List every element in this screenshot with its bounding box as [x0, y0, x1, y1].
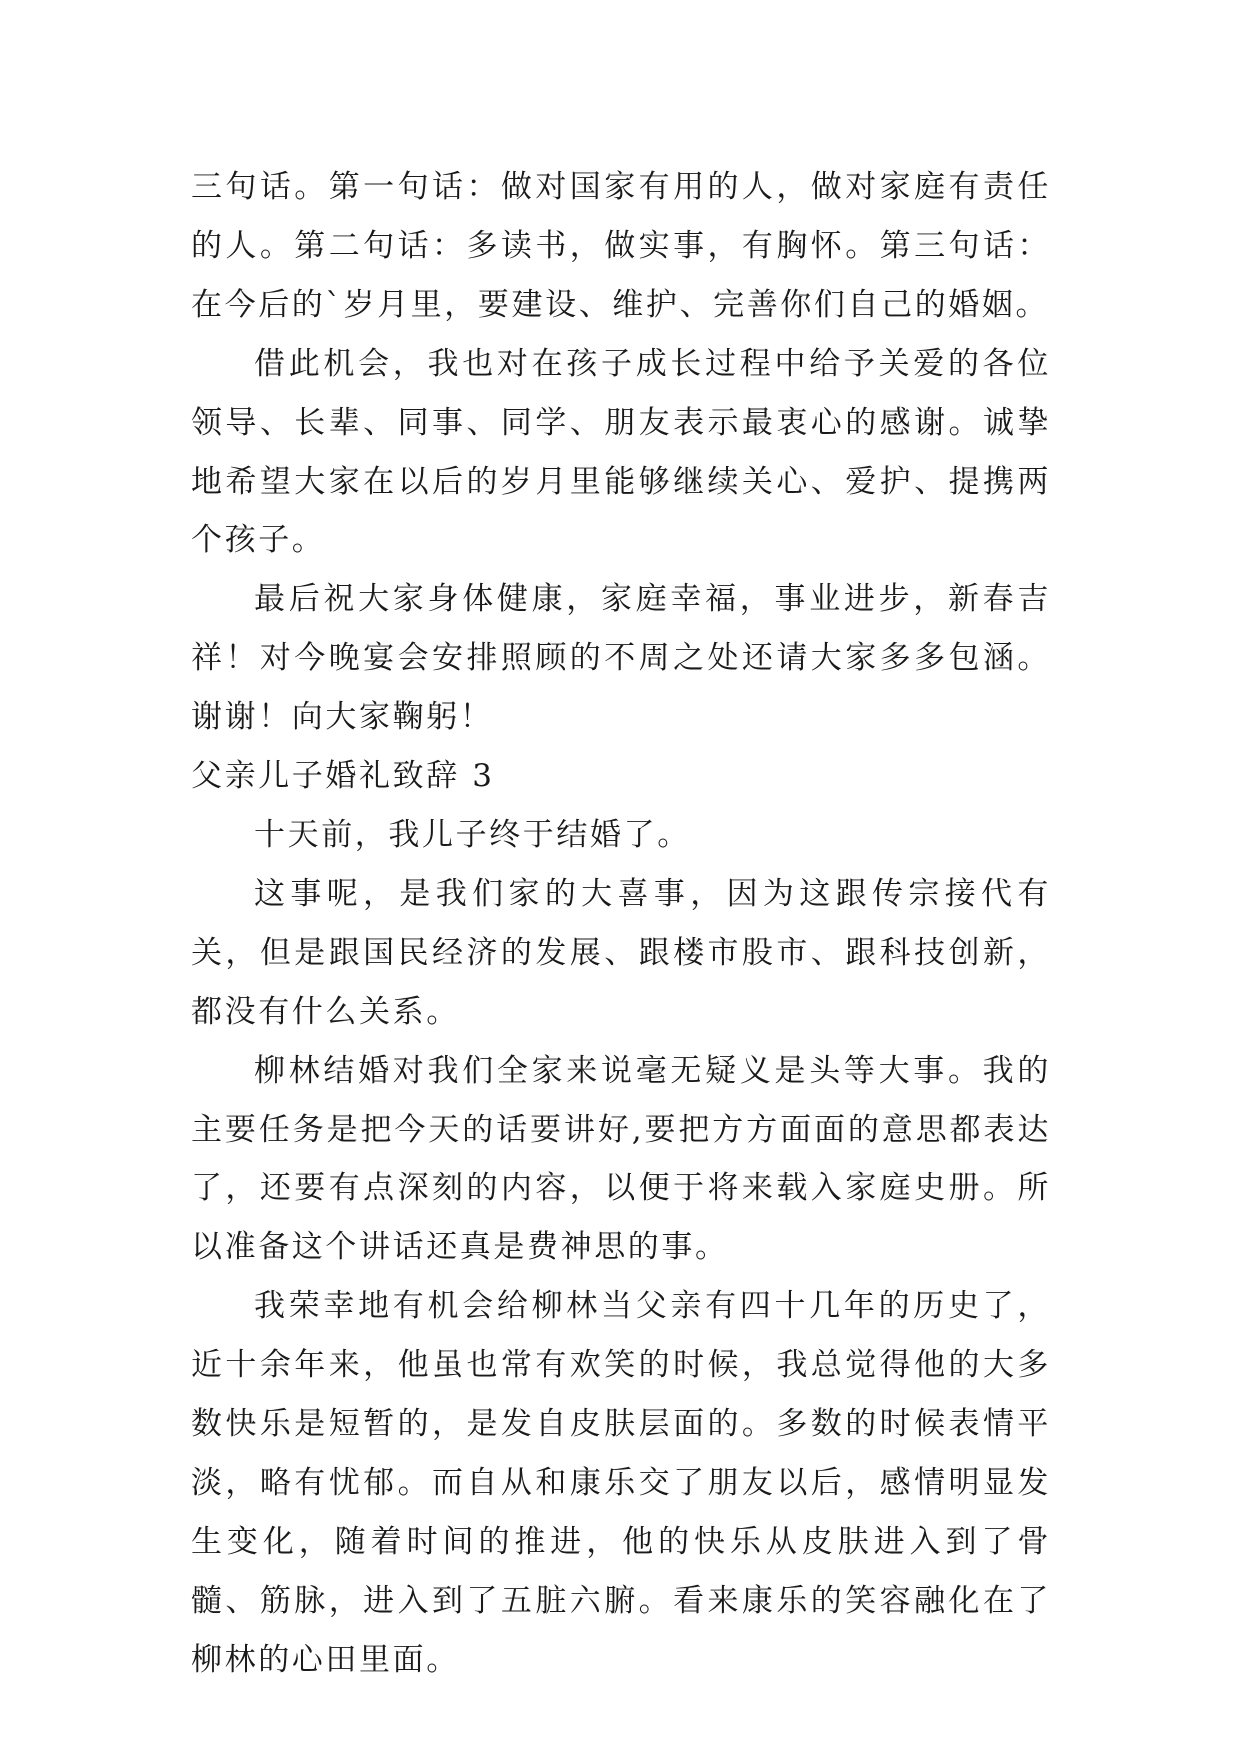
paragraph-ten-days: 十天前，我儿子终于结婚了。	[254, 816, 691, 853]
paragraph-important-matter: 柳林结婚对我们全家来说毫无疑义是头等大事。我的主要任务是把今天的话要讲好,要把方方面面的意思都表达了，还要有点深刻的内容，以便于将来载入家庭史册。所以准备这个讲话还真是费神思的事。	[191, 1052, 1051, 1266]
paragraph-thanks: 借此机会，我也对在孩子成长过程中给予关爱的各位领导、长辈、同事、同学、朋友表示最衷心的感谢。诚挚地希望大家在以后的岁月里能够继续关心、爱护、提携两个孩子。	[191, 345, 1051, 559]
paragraph-father-history: 我荣幸地有机会给柳林当父亲有四十几年的历史了，近十余年来，他虽也常有欢笑的时候，我总觉得他的大多数快乐是短暂的，是发自皮肤层面的。多数的时候表情平淡，略有忧郁。而自从和康乐交了朋友以后，感情明显发生变化，随着时间的推进，他的快乐从皮肤进入到了骨髓、筋脉，进入到了五脏六腑。看来康乐的笑容融化在了柳林的心田里面。	[191, 1288, 1051, 1678]
paragraph-happy-event: 这事呢，是我们家的大喜事，因为这跟传宗接代有关，但是跟国民经济的发展、跟楼市股市、跟科技创新，都没有什么关系。	[191, 875, 1051, 1030]
paragraph-three-sentences: 三句话。第一句话：做对国家有用的人，做对家庭有责任的人。第二句话：多读书，做实事，有胸怀。第三句话：在今后的`岁月里，要建设、维护、完善你们自己的婚姻。	[191, 169, 1051, 323]
section-title: 父亲儿子婚礼致辞 3	[191, 758, 495, 795]
paragraph-blessing: 最后祝大家身体健康，家庭幸福，事业进步，新春吉祥！对今晚宴会安排照顾的不周之处还请大家多多包涵。谢谢！向大家鞠躬！	[191, 581, 1051, 736]
document-page	[191, 158, 1051, 1690]
